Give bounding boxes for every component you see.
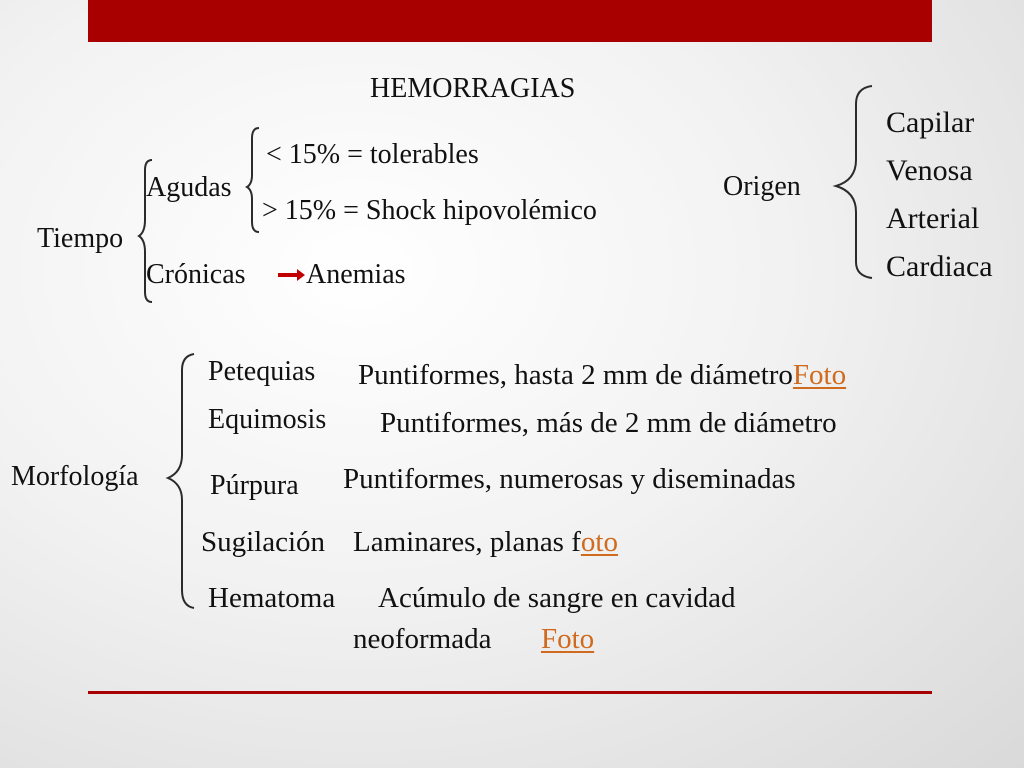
origen-item-cardiaca: Cardiaca: [886, 250, 993, 283]
agudas-brace: [247, 128, 259, 232]
hematoma-foto-link[interactable]: Foto: [541, 623, 595, 655]
cronicas-result: Anemias: [306, 259, 406, 290]
sugilacion-foto-link[interactable]: oto: [580, 526, 618, 558]
tiempo-label: Tiempo: [37, 223, 124, 254]
desc-petequias-text: Puntiformes, hasta 2 mm de diámetro: [358, 359, 793, 391]
page-title: HEMORRAGIAS: [370, 73, 576, 104]
term-petequias: Petequias: [208, 356, 316, 387]
origen-item-arterial: Arterial: [886, 202, 980, 235]
petequias-foto-link[interactable]: Foto: [792, 359, 847, 391]
origen-item-venosa: Venosa: [886, 154, 973, 187]
agudas-item-2: > 15% = Shock hipovolémico: [262, 195, 597, 226]
term-hematoma: Hematoma: [208, 582, 336, 614]
term-equimosis: Equimosis: [208, 404, 327, 435]
desc-petequias: [358, 361, 846, 390]
desc-hematoma-line2: neoformada: [353, 623, 492, 655]
morfologia-brace: [168, 354, 194, 608]
origen-brace: [836, 86, 872, 278]
cronicas-label: Crónicas: [146, 259, 246, 290]
arrow-head: [297, 269, 305, 281]
agudas-label: Agudas: [146, 172, 232, 203]
agudas-item-1: < 15% = tolerables: [266, 139, 479, 170]
desc-sugilacion-text: Laminares, planas f: [353, 526, 581, 558]
term-sugilacion: Sugilación: [201, 526, 326, 558]
bottom-accent-line: [88, 691, 932, 694]
desc-purpura: Puntiformes, numerosas y diseminadas: [343, 463, 796, 495]
desc-sugilacion: [353, 528, 618, 557]
desc-equimosis: Puntiformes, más de 2 mm de diámetro: [380, 407, 837, 439]
origen-label: Origen: [723, 171, 801, 202]
term-purpura: Púrpura: [210, 470, 299, 501]
morfologia-label: Morfología: [11, 461, 139, 492]
origen-item-capilar: Capilar: [886, 106, 975, 139]
desc-hematoma: Acúmulo de sangre en cavidad: [378, 582, 736, 614]
